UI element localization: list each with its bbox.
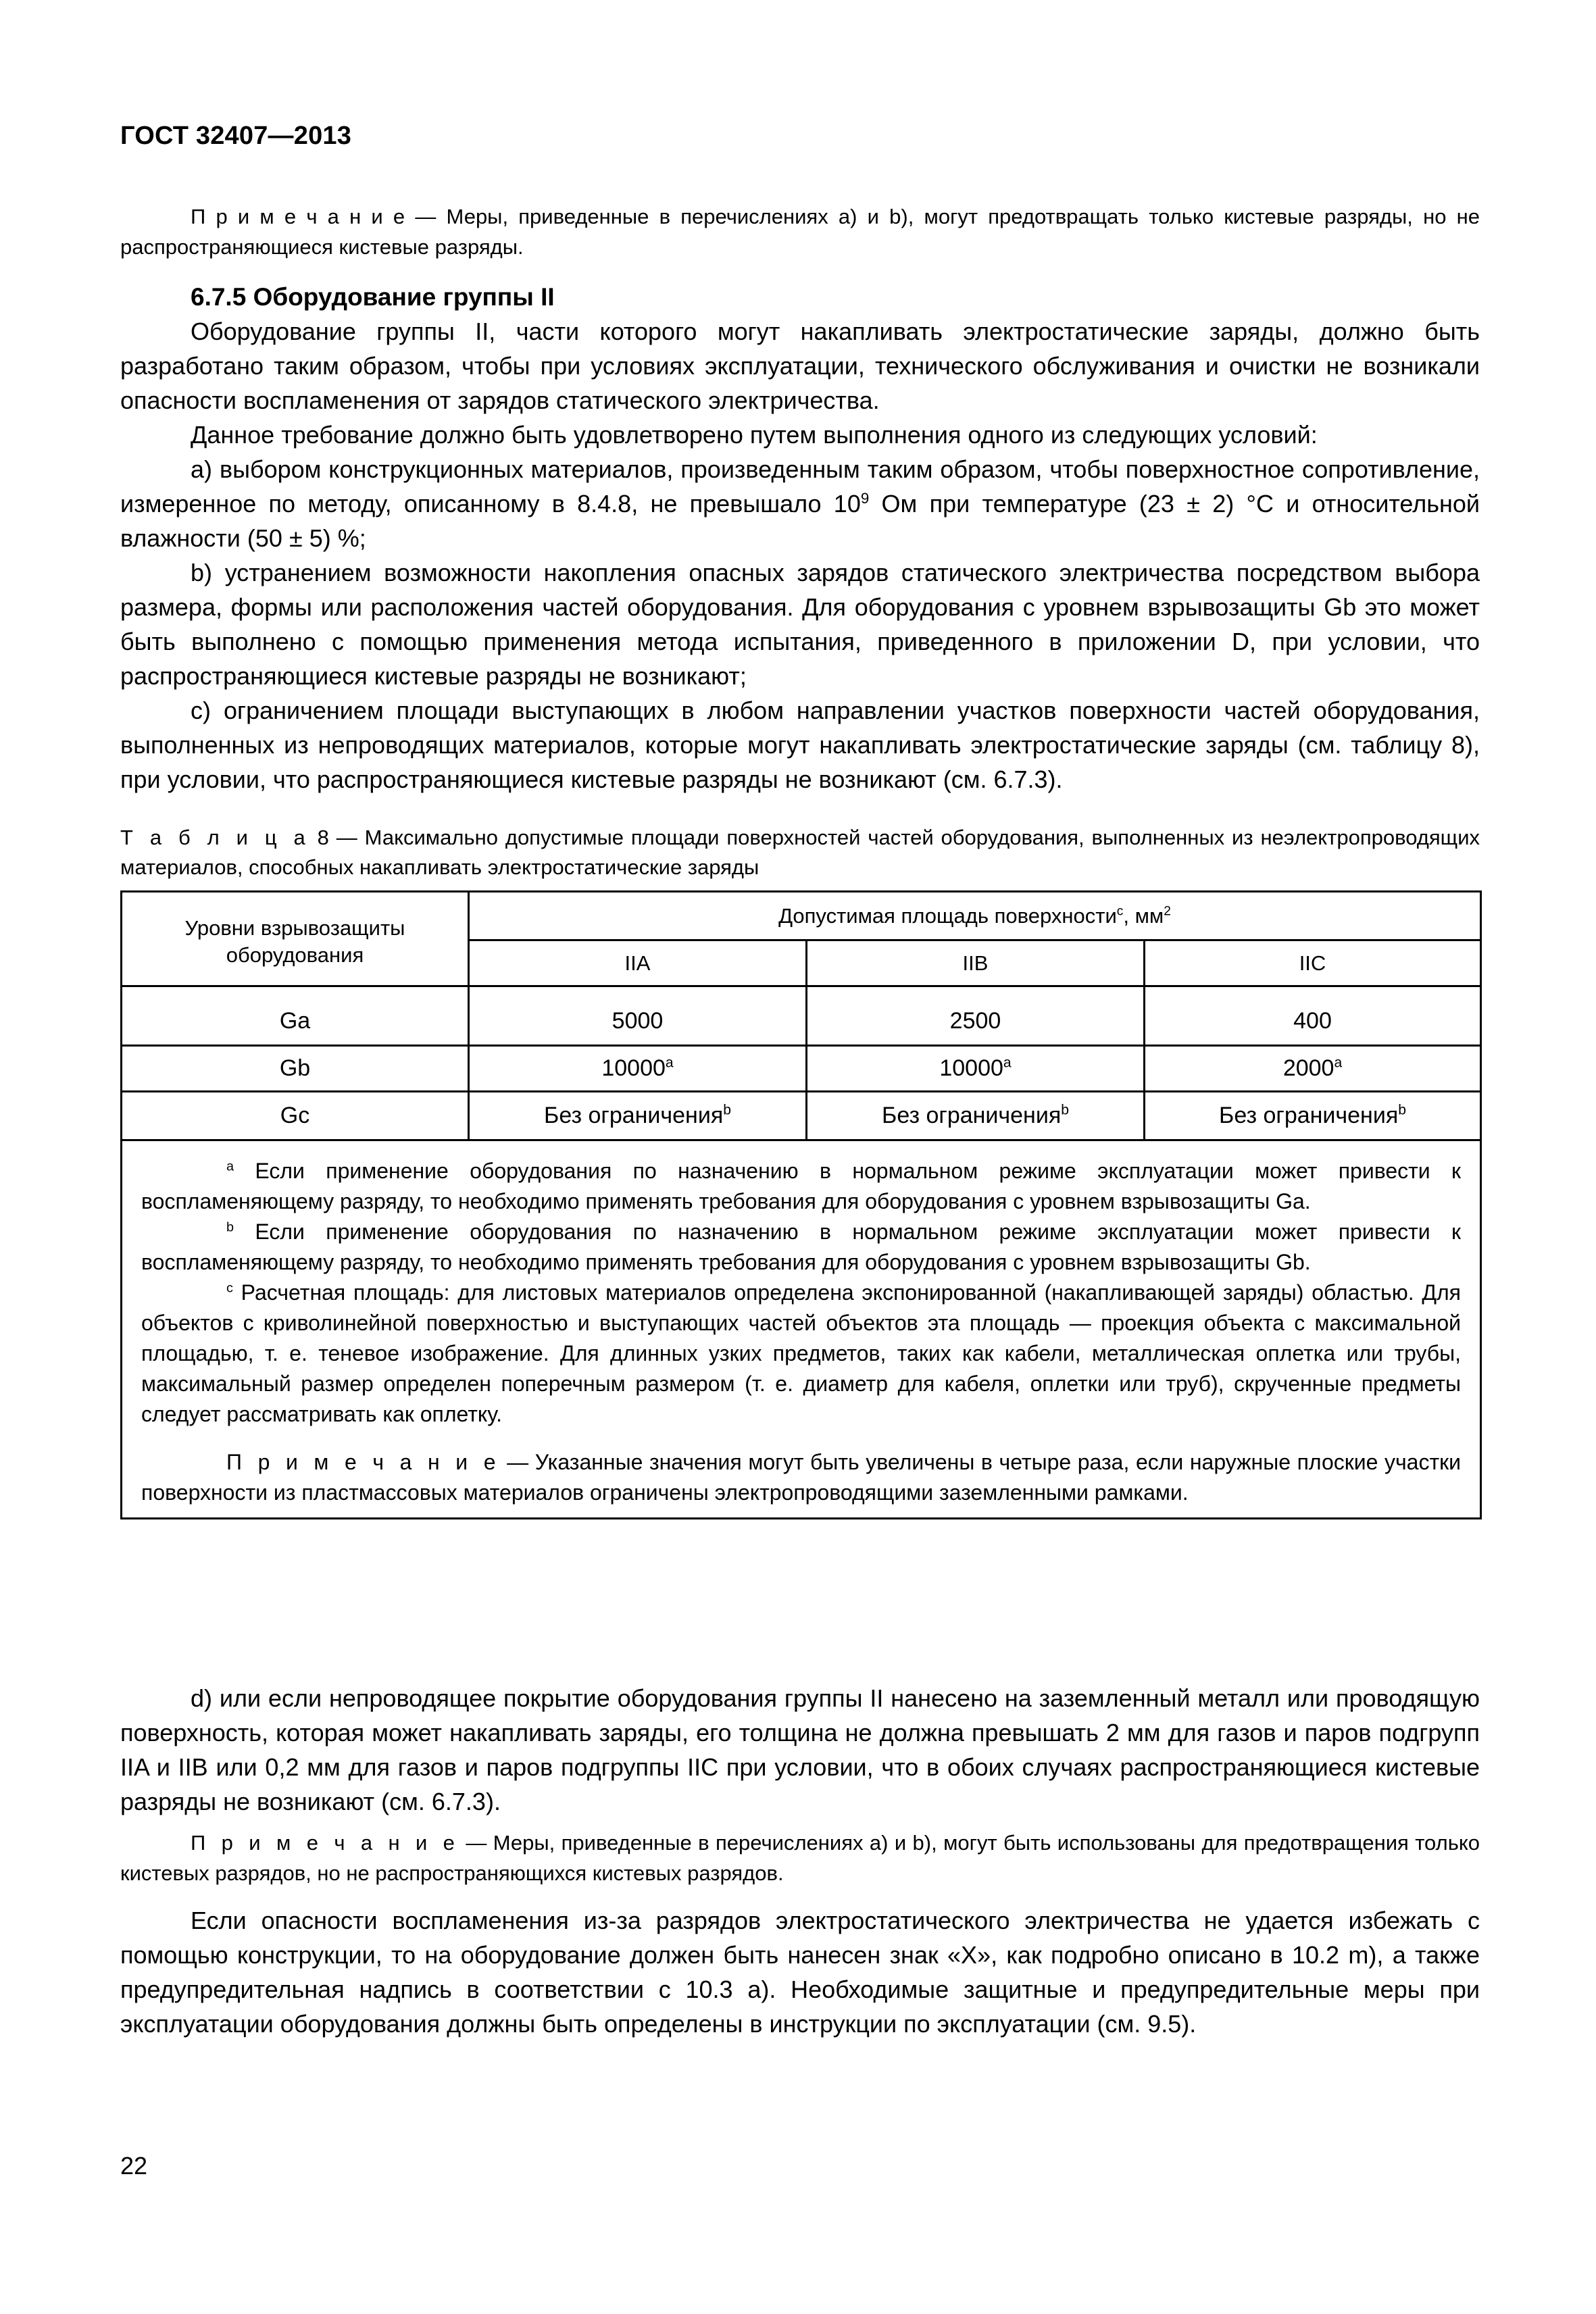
col-header-allowed-area: Допустимая площадь поверхности$^c$, $мм^2$ [469, 892, 1481, 940]
level-cell: Gc [122, 1091, 469, 1140]
value-cell: 2000$^a$ [1145, 1045, 1481, 1091]
paragraph-item-b: b) устранением возможности накопления опасных зарядов статического электричества посредством выбора размера, формы или расположения частей оборудования. Для оборудования с уровнем взрывозащиты Gb это может быть выполнено с помощью применения метода испытания, приведенного в приложении D, при условии, что распространяющиеся кистевые разряды не возникают; [120, 559, 1480, 690]
level-cell: Gb [122, 1045, 469, 1091]
paragraph-item-a: а) выбором конструкционных материалов, произведенным таким образом, чтобы поверхностное сопротивление, измеренное по методу, описанному в 8.4.8, не превышало $10^9$ Ом при температуре (23 ± 2) °С и относительной влажности (50 ± 5) %; [120, 455, 1480, 552]
table-label: Т а б л и ц а [120, 826, 310, 849]
value-cell: 400 [1145, 998, 1481, 1045]
table-8 [120, 890, 1482, 1519]
document-header: ГОСТ 32407—2013 [120, 122, 352, 150]
value-cell: 5000 [469, 998, 807, 1045]
table-row [122, 1045, 1481, 1091]
table-row [122, 998, 1481, 1045]
value-cell: 10000$^a$ [807, 1045, 1145, 1091]
section-title: 6.7.5 Оборудование группы II [191, 283, 555, 311]
paragraph-item-c: с) ограничением площади выступающих в любом направлении участков поверхности частей оборудования, выполненных из непроводящих материалов, которые могут накапливать электростатические заряды (см. таблицу 8), при условии, что распространяющиеся кистевые разряды не возникают (см. 6.7.3). [120, 697, 1480, 793]
paragraph-conditions-intro: Данное требование должно быть удовлетворено путем выполнения одного из следующих условий: [191, 421, 1318, 449]
table-8-caption [120, 823, 1480, 882]
note-measures-ab [120, 201, 1480, 262]
level-cell: Ga [122, 998, 469, 1045]
paragraph-item-d: d) или если непроводящее покрытие оборудования группы II нанесено на заземленный металл или проводящую поверхность, которая может накапливать заряды, его толщина не должна превышать 2 мм для газов и паров подгрупп IIA и IIB или 0,2 мм для газов и паров подгруппы IIC при условии, что в обоих случаях распространяющиеся кистевые разряды не возникают (см. 6.7.3). [120, 1684, 1480, 1815]
table-row [122, 1091, 1481, 1140]
paragraph-marking-x: Если опасности воспламенения из-за разрядов электростатического электричества не удается избежать с помощью конструкции, то на оборудование должен быть нанесен знак «X», как подробно описано в 10.2 m), а также предупредительная надпись в соответствии с 10.3 а). Необходимые защитные и предупредительные меры при эксплуатации оборудования должны быть определены в инструкции по эксплуатации (см. 9.5). [120, 1907, 1480, 2038]
table-note: П р и м е ч а н и е — Указанные значения могут быть увеличены в четыре раза, если наружные плоские участки поверхности из пластмассовых материалов ограничены электропроводящими заземленными рамками. [141, 1449, 1462, 1505]
table-separator [122, 986, 1481, 999]
table-footnotes [122, 1140, 1481, 1518]
group-header-iia: IIA [469, 940, 807, 986]
section-6-7-5 [120, 280, 1480, 797]
note-label: П р и м е ч а н и е [191, 1831, 459, 1855]
value-cell: 2500 [807, 998, 1145, 1045]
group-header-iib: IIB [807, 940, 1145, 986]
value-cell: 10000$^a$ [469, 1045, 807, 1091]
note-measures-ab-2 [120, 1828, 1480, 1888]
exponent: 9 [860, 490, 870, 507]
value-cell: Без ограничения$^b$ [469, 1091, 807, 1140]
group-header-iic: IIC [1145, 940, 1481, 986]
col-header-protection-level: Уровни взрывозащиты оборудования [122, 892, 469, 986]
footnote-a: $^a$ Если применение оборудования по назначению в нормальном режиме эксплуатации может привести к воспламеняющему разряду, то необходимо применять требования для оборудования с уровнем взрывозащиты Ga. [141, 1158, 1461, 1213]
note-text: — Меры, приведенные в перечислениях а) и b), могут быть использованы для предотвращения только кистевых разрядов, но не распространяющихся кистевых разрядов. [120, 1831, 1480, 1885]
table-caption-text: 8 — Максимально допустимые площади поверхностей частей оборудования, выполненных из неэлектропроводящих материалов, способных накапливать электростатические заряды [120, 826, 1480, 879]
note-text: — Меры, приведенные в перечислениях a) и b), могут предотвращать только кистевые разряды, но не распространяющиеся кистевые разряды. [120, 205, 1480, 259]
paragraph-requirement: Оборудование группы II, части которого могут накапливать электростатические заряды, должно быть разработано таким образом, чтобы при условиях эксплуатации, технического обслуживания и очистки не возникали опасности воспламенения от зарядов статического электричества. [120, 318, 1480, 414]
value-cell: Без ограничения$^b$ [807, 1091, 1145, 1140]
value-cell: Без ограничения$^b$ [1145, 1091, 1481, 1140]
footnote-b: $^b$ Если применение оборудования по назначению в нормальном режиме эксплуатации может привести к воспламеняющему разряду, то необходимо применять требования для оборудования с уровнем взрывозащиты Gb. [141, 1219, 1461, 1274]
footnote-c: $^c$ Расчетная площадь: для листовых материалов определена экспонированной (накапливающей заряды) областью. Для объектов с криволинейной поверхностью и выступающих частей объектов эта площадь — проекция объекта с максимальной площадью, т. е. теневое изображение. Для длинных узких предметов, таких как кабели, металлическая оплетка или трубы, максимальный размер определен поперечным размером (т. е. диаметр для кабеля, оплетки или труб), скрученные предметы следует рассматривать как оплетку. [141, 1280, 1461, 1426]
page-number: 22 [120, 2152, 148, 2180]
note-label: П р и м е ч а н и е [191, 205, 405, 228]
